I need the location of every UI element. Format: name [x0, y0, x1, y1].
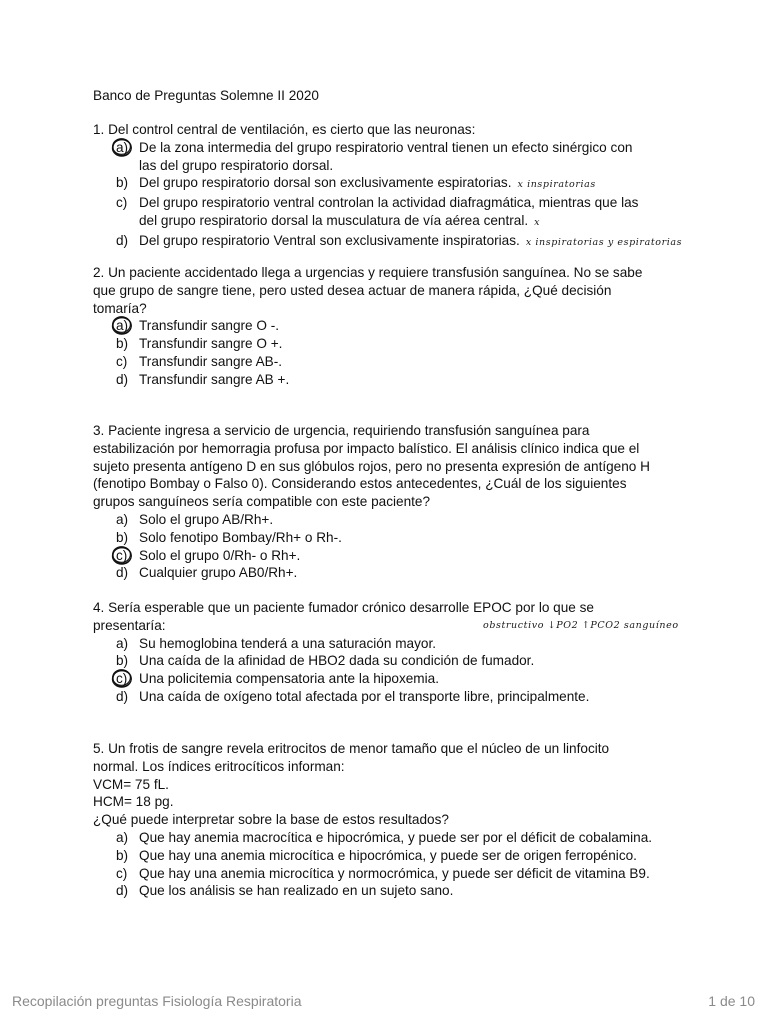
answer-options — [93, 511, 693, 582]
question-stem-line: (fenotipo Bombay o Falso 0). Considerando estos antecedentes, ¿Cuál de los siguientes — [93, 476, 627, 492]
question-data-line: VCM= 75 fL. — [93, 776, 169, 792]
option-text: Del grupo respiratorio ventral controlan la actividad diafragmática, mientras que las — [139, 195, 639, 211]
option-letter: b) — [116, 336, 129, 352]
option-text: Una policitemia compensatoria ante la hipoxemia. — [139, 671, 439, 687]
question-data-line: HCM= 18 pg. — [93, 794, 174, 810]
answer-option — [93, 847, 693, 865]
answer-options — [93, 829, 693, 900]
footer-page-number: 1 de 10 — [708, 993, 755, 1009]
question-stem-line: presentaría: — [93, 617, 166, 633]
question-2 — [93, 264, 693, 389]
option-letter: a) — [116, 635, 129, 651]
option-text: del grupo respiratorio dorsal la musculatura de vía aérea central. — [139, 212, 529, 228]
option-text: Transfundir sangre AB +. — [139, 371, 290, 387]
option-letter: c) — [116, 353, 128, 369]
question-stem-line: 3. Paciente ingresa a servicio de urgencia, requiriendo transfusión sanguínea para — [93, 423, 590, 438]
option-text-line — [139, 212, 693, 232]
option-letter: b) — [116, 175, 129, 191]
answer-option — [93, 232, 693, 252]
option-text: Solo fenotipo Bombay/Rh+ o Rh-. — [139, 529, 342, 545]
answer-option — [93, 652, 693, 670]
option-text: Del grupo respiratorio dorsal son exclusivamente espiratorias. — [139, 175, 512, 191]
answer-option — [93, 670, 693, 688]
option-letter: d) — [116, 371, 129, 387]
question-stem-line: tomaría? — [93, 300, 147, 316]
question-stem-line: 1. Del control central de ventilación, es cierto que las neuronas: — [93, 122, 476, 137]
answer-option — [93, 865, 693, 883]
option-letter: c) — [116, 547, 128, 563]
answer-option — [93, 829, 693, 847]
option-letter: d) — [116, 883, 129, 899]
handwritten-annotation: x — [534, 216, 541, 228]
answer-option — [93, 688, 693, 706]
question-stem-line: 2. Un paciente accidentado llega a urgencias y requiere transfusión sanguínea. No se sabe — [93, 265, 643, 280]
option-text: Que hay una anemia microcítica e hipocrómica, y puede ser de origen ferropénico. — [139, 847, 637, 863]
option-letter: b) — [116, 529, 129, 545]
option-text-line — [139, 232, 693, 252]
option-letter: a) — [116, 829, 129, 845]
option-text: las del grupo respiratorio dorsal. — [139, 157, 334, 173]
answer-option — [93, 353, 693, 371]
option-text: Que hay anemia macrocítica e hipocrómica, y puede ser por el déficit de cobalamina. — [139, 829, 653, 845]
option-text: Solo el grupo 0/Rh- o Rh+. — [139, 547, 301, 563]
option-letter: a) — [116, 139, 129, 155]
answer-option — [93, 635, 693, 653]
question-stem-line: grupos sanguíneos sería compatible con este paciente? — [93, 494, 431, 510]
option-text: Que hay una anemia microcítica y normocrómica, y puede ser déficit de vitamina B9. — [139, 865, 650, 881]
question-5 — [93, 740, 693, 900]
option-letter: c) — [116, 865, 128, 881]
handwritten-annotation: x inspiratorias y espiratorias — [525, 236, 683, 248]
option-text-line — [139, 174, 693, 194]
answer-options — [93, 317, 693, 388]
option-letter: a) — [116, 318, 129, 334]
option-text: Solo el grupo AB/Rh+. — [139, 511, 274, 527]
option-letter: b) — [116, 653, 129, 669]
option-text: Transfundir sangre AB-. — [139, 353, 283, 369]
option-text: Que los análisis se han realizado en un sujeto sano. — [139, 883, 454, 899]
option-text: Transfundir sangre O +. — [139, 336, 283, 352]
question-3 — [93, 422, 693, 582]
option-letter: c) — [116, 195, 128, 211]
question-stem-line: 4. Sería esperable que un paciente fumador crónico desarrolle EPOC por lo que se — [93, 600, 594, 615]
handwritten-annotation: x inspiratorias — [517, 179, 596, 191]
answer-option — [93, 174, 693, 194]
option-text: Una caída de la afinidad de HBO2 dada su condición de fumador. — [139, 653, 535, 669]
option-letter: a) — [116, 511, 129, 527]
answer-option — [93, 139, 693, 175]
option-text: Cualquier grupo AB0/Rh+. — [139, 565, 298, 581]
option-text: Del grupo respiratorio Ventral son exclusivamente inspiratorias. — [139, 232, 520, 248]
question-data-line: ¿Qué puede interpretar sobre la base de estos resultados? — [93, 812, 449, 828]
option-letter: b) — [116, 847, 129, 863]
question-stem-line: que grupo de sangre tiene, pero usted desea actuar de manera rápida, ¿Qué decisión — [93, 282, 612, 298]
answer-option — [93, 511, 693, 529]
option-letter: c) — [116, 671, 128, 687]
answer-option — [93, 335, 693, 353]
answer-option — [93, 882, 693, 900]
question-1 — [93, 121, 693, 252]
handwritten-annotation: obstructivo ↓PO2 ↑PCO2 sanguíneo — [483, 620, 679, 631]
option-text: De la zona intermedia del grupo respiratorio ventral tienen un efecto sinérgico con — [139, 139, 633, 155]
answer-option — [93, 317, 693, 335]
option-text: Transfundir sangre O -. — [139, 318, 280, 334]
answer-options — [93, 139, 693, 252]
option-text: Una caída de oxígeno total afectada por el transporte libre, principalmente. — [139, 688, 590, 704]
answer-option — [93, 547, 693, 565]
question-stem-line: estabilización por hemorragia profusa por impacto balístico. El análisis clínico indica que el — [93, 440, 640, 456]
question-4 — [93, 599, 693, 706]
question-stem-line: 5. Un frotis de sangre revela eritrocitos de menor tamaño que el núcleo de un linfocito — [93, 741, 610, 756]
answer-option — [93, 529, 693, 547]
question-stem-line: sujeto presenta antígeno D en sus glóbulos rojos, pero no presenta expresión de antígeno H — [93, 458, 650, 474]
option-letter: d) — [116, 232, 129, 248]
question-stem-line: normal. Los índices eritrocíticos informan: — [93, 758, 345, 774]
option-letter: d) — [116, 565, 129, 581]
answer-option — [93, 194, 693, 232]
option-letter: d) — [116, 688, 129, 704]
document-title: Banco de Preguntas Solemne II 2020 — [93, 88, 319, 103]
answer-options — [93, 635, 693, 706]
footer-document-name: Recopilación preguntas Fisiología Respiratoria — [12, 993, 302, 1009]
option-text: Su hemoglobina tenderá a una saturación mayor. — [139, 635, 436, 651]
answer-option — [93, 564, 693, 582]
answer-option — [93, 371, 693, 389]
